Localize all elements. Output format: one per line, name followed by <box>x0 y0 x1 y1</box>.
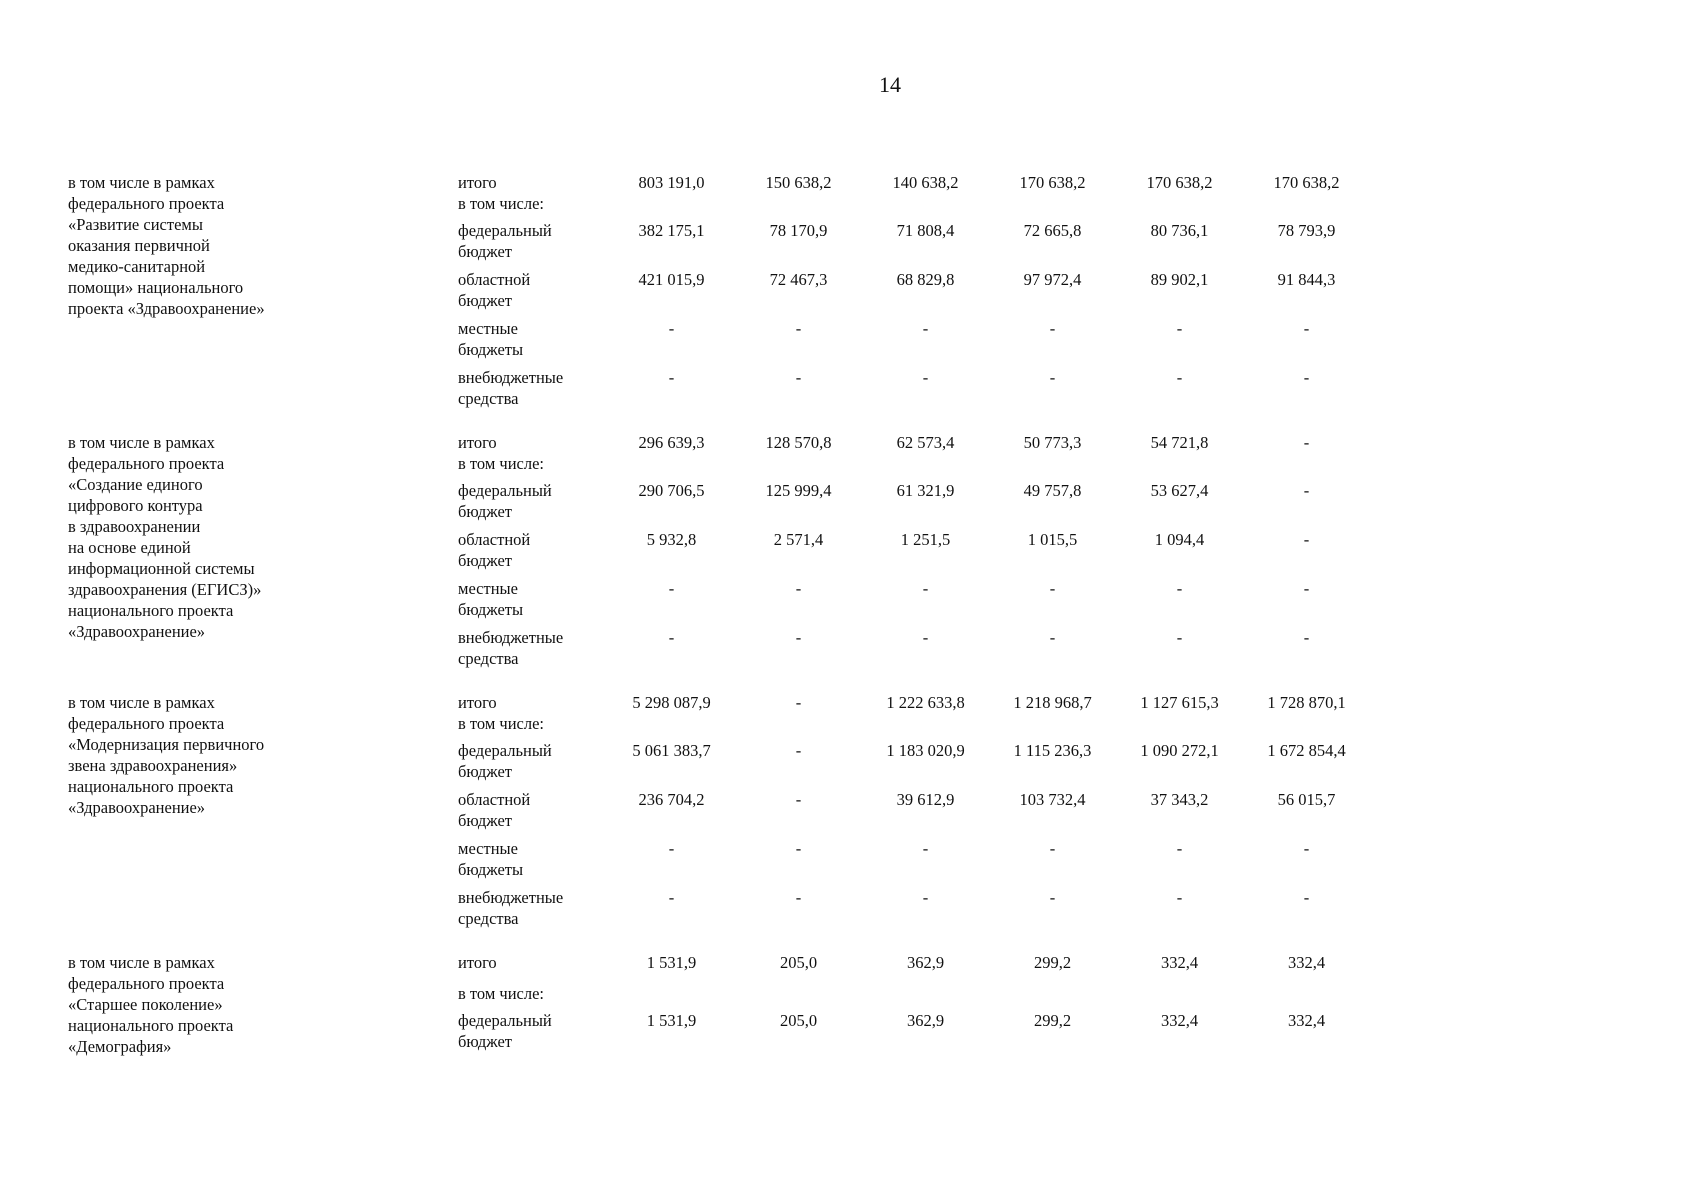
value-cell: 49 757,8 <box>1023 481 1082 500</box>
description-line: оказания первичной <box>68 236 210 255</box>
value-cell: 1 090 272,1 <box>1140 741 1219 760</box>
value-cell: 89 902,1 <box>1150 270 1209 289</box>
value-cell: - <box>922 579 929 598</box>
value-cell <box>1243 983 1370 1010</box>
value-cell: - <box>922 628 929 647</box>
value-cell: 62 573,4 <box>896 433 955 452</box>
value-cell: 61 321,9 <box>896 481 955 500</box>
value-cell: - <box>668 839 675 858</box>
value-cell: 236 704,2 <box>638 790 705 809</box>
value-cell: 1 672 854,4 <box>1267 741 1346 760</box>
value-cell: 68 829,8 <box>896 270 955 289</box>
section-gap <box>68 674 1370 692</box>
value-cell: - <box>795 628 802 647</box>
funding-source-label: федеральный бюджет <box>458 741 552 781</box>
value-cell: 128 570,8 <box>765 433 832 452</box>
value-cell <box>989 193 1116 220</box>
funding-source-label: областной бюджет <box>458 530 531 570</box>
table-row <box>68 692 1370 713</box>
value-cell: 1 222 633,8 <box>886 693 965 712</box>
value-cell: 150 638,2 <box>765 173 832 192</box>
value-cell: - <box>1303 839 1310 858</box>
value-cell: 205,0 <box>779 1011 818 1030</box>
value-cell: 1 115 236,3 <box>1013 741 1092 760</box>
value-cell <box>1243 193 1370 220</box>
description-line: национального проекта <box>68 601 234 620</box>
description-line: национального проекта <box>68 1016 234 1035</box>
value-cell: 37 343,2 <box>1150 790 1209 809</box>
value-cell: - <box>922 888 929 907</box>
value-cell: - <box>795 693 802 712</box>
value-cell <box>608 453 735 480</box>
value-cell: 5 932,8 <box>646 530 697 549</box>
value-cell: 1 218 968,7 <box>1013 693 1092 712</box>
value-cell: - <box>1049 368 1056 387</box>
value-cell: 53 627,4 <box>1150 481 1209 500</box>
funding-source-label: итого <box>458 433 497 452</box>
description-line: проекта «Здравоохранение» <box>68 299 265 318</box>
funding-source-label: внебюджетные средства <box>458 888 564 928</box>
funding-source-label: в том числе: <box>458 454 545 473</box>
value-cell: 1 015,5 <box>1027 530 1078 549</box>
value-cell: 296 639,3 <box>638 433 705 452</box>
value-cell <box>862 453 989 480</box>
value-cell <box>735 453 862 480</box>
value-cell: 1 094,4 <box>1154 530 1205 549</box>
value-cell: 91 844,3 <box>1277 270 1336 289</box>
funding-source-label: внебюджетные средства <box>458 628 564 668</box>
value-cell: 362,9 <box>906 953 945 972</box>
value-cell: 332,4 <box>1287 953 1326 972</box>
funding-source-label: в том числе: <box>458 194 545 213</box>
value-cell <box>1116 983 1243 1010</box>
value-cell: - <box>1049 579 1056 598</box>
value-cell <box>1243 713 1370 740</box>
funding-source-label: итого <box>458 693 497 712</box>
description-line: в том числе в рамках <box>68 693 215 712</box>
value-cell: - <box>1176 839 1183 858</box>
value-cell: - <box>668 888 675 907</box>
description-line: в том числе в рамках <box>68 433 215 452</box>
funding-source-label: внебюджетные средства <box>458 368 564 408</box>
value-cell: - <box>795 368 802 387</box>
description-line: федерального проекта <box>68 194 225 213</box>
value-cell <box>1116 453 1243 480</box>
value-cell: - <box>1049 319 1056 338</box>
value-cell: 1 127 615,3 <box>1140 693 1219 712</box>
section-gap <box>68 414 1370 432</box>
value-cell: 50 773,3 <box>1023 433 1082 452</box>
value-cell: - <box>922 839 929 858</box>
value-cell: - <box>1176 579 1183 598</box>
description-line: федерального проекта <box>68 974 225 993</box>
value-cell: 1 183 020,9 <box>886 741 965 760</box>
table-row <box>68 432 1370 453</box>
value-cell: - <box>795 888 802 907</box>
table-row <box>68 952 1370 983</box>
page-number: 14 <box>879 72 901 97</box>
funding-source-label: местные бюджеты <box>458 579 524 619</box>
value-cell: 170 638,2 <box>1146 173 1213 192</box>
description-line: информационной системы <box>68 559 255 578</box>
value-cell: - <box>1303 481 1310 500</box>
funding-source-label: федеральный бюджет <box>458 221 552 261</box>
value-cell: 78 170,9 <box>769 221 828 240</box>
value-cell: - <box>1176 888 1183 907</box>
funding-source-label: областной бюджет <box>458 270 531 310</box>
value-cell: - <box>668 319 675 338</box>
value-cell: 382 175,1 <box>638 221 705 240</box>
value-cell: 80 736,1 <box>1150 221 1209 240</box>
description-line: федерального проекта <box>68 714 225 733</box>
value-cell: 362,9 <box>906 1011 945 1030</box>
value-cell: 332,4 <box>1287 1011 1326 1030</box>
funding-source-label: итого <box>458 953 497 972</box>
value-cell <box>608 983 735 1010</box>
description-line: на основе единой <box>68 538 191 557</box>
value-cell: 54 721,8 <box>1150 433 1209 452</box>
description-line: «Модернизация первичного <box>68 735 265 754</box>
value-cell <box>1243 453 1370 480</box>
value-cell: 803 191,0 <box>638 173 705 192</box>
value-cell: 421 015,9 <box>638 270 705 289</box>
description-line: «Старшее поколение» <box>68 995 223 1014</box>
value-cell: 5 061 383,7 <box>632 741 711 760</box>
table-row <box>68 172 1370 193</box>
value-cell: - <box>1049 839 1056 858</box>
value-cell: 299,2 <box>1033 953 1072 972</box>
description-line: звена здравоохранения» <box>68 756 238 775</box>
value-cell <box>989 713 1116 740</box>
value-cell <box>862 193 989 220</box>
description-line: в здравоохранении <box>68 517 201 536</box>
funding-source-label: местные бюджеты <box>458 839 524 879</box>
funding-source-label: федеральный бюджет <box>458 481 552 521</box>
value-cell: - <box>1303 888 1310 907</box>
value-cell: 2 571,4 <box>773 530 824 549</box>
funding-source-label: в том числе: <box>458 984 545 1003</box>
value-cell: 78 793,9 <box>1277 221 1336 240</box>
value-cell: 72 665,8 <box>1023 221 1082 240</box>
value-cell <box>989 453 1116 480</box>
value-cell: 299,2 <box>1033 1011 1072 1030</box>
description-line: национального проекта <box>68 777 234 796</box>
value-cell: 5 298 087,9 <box>632 693 711 712</box>
value-cell: - <box>1049 888 1056 907</box>
description-line: медико-санитарной <box>68 257 206 276</box>
value-cell: 97 972,4 <box>1023 270 1082 289</box>
value-cell: - <box>795 741 802 760</box>
value-cell: 332,4 <box>1160 953 1199 972</box>
value-cell: 332,4 <box>1160 1011 1199 1030</box>
value-cell: 170 638,2 <box>1273 173 1340 192</box>
value-cell: - <box>668 579 675 598</box>
value-cell <box>608 713 735 740</box>
value-cell: - <box>668 368 675 387</box>
value-cell: - <box>668 628 675 647</box>
value-cell: 56 015,7 <box>1277 790 1336 809</box>
value-cell: 39 612,9 <box>896 790 955 809</box>
description-line: в том числе в рамках <box>68 173 215 192</box>
value-cell: 71 808,4 <box>896 221 955 240</box>
funding-source-label: областной бюджет <box>458 790 531 830</box>
description-line: «Создание единого <box>68 475 203 494</box>
description-line: «Демография» <box>68 1037 172 1056</box>
value-cell: - <box>1176 368 1183 387</box>
value-cell: 1 531,9 <box>646 953 697 972</box>
value-cell: 290 706,5 <box>638 481 705 500</box>
value-cell: - <box>1303 368 1310 387</box>
project-description <box>68 432 458 674</box>
description-line: помощи» национального <box>68 278 244 297</box>
description-line: цифрового контура <box>68 496 203 515</box>
value-cell <box>862 713 989 740</box>
value-cell <box>735 193 862 220</box>
value-cell: - <box>1303 433 1310 452</box>
value-cell: 1 251,5 <box>900 530 951 549</box>
funding-source-label: итого <box>458 173 497 192</box>
value-cell: 1 531,9 <box>646 1011 697 1030</box>
funding-source-label: в том числе: <box>458 714 545 733</box>
value-cell <box>1116 713 1243 740</box>
value-cell: - <box>1303 579 1310 598</box>
value-cell <box>735 713 862 740</box>
value-cell: 125 999,4 <box>765 481 832 500</box>
value-cell: - <box>1049 628 1056 647</box>
value-cell <box>1116 193 1243 220</box>
value-cell: - <box>1303 319 1310 338</box>
value-cell <box>735 983 862 1010</box>
value-cell: 205,0 <box>779 953 818 972</box>
funding-source-label: федеральный бюджет <box>458 1011 552 1051</box>
value-cell <box>862 983 989 1010</box>
value-cell <box>989 983 1116 1010</box>
funding-source-label: местные бюджеты <box>458 319 524 359</box>
project-description <box>68 692 458 934</box>
value-cell <box>608 193 735 220</box>
value-cell: 1 728 870,1 <box>1267 693 1346 712</box>
value-cell: - <box>795 790 802 809</box>
value-cell: - <box>795 319 802 338</box>
value-cell: 140 638,2 <box>892 173 959 192</box>
value-cell: - <box>795 839 802 858</box>
value-cell: - <box>922 319 929 338</box>
value-cell: - <box>795 579 802 598</box>
description-line: «Здравоохранение» <box>68 622 206 641</box>
value-cell: - <box>922 368 929 387</box>
value-cell: - <box>1303 628 1310 647</box>
value-cell: - <box>1303 530 1310 549</box>
description-line: здравоохранения (ЕГИСЗ)» <box>68 580 262 599</box>
description-line: в том числе в рамках <box>68 953 215 972</box>
project-description <box>68 952 458 1057</box>
value-cell: - <box>1176 319 1183 338</box>
value-cell: 170 638,2 <box>1019 173 1086 192</box>
description-line: федерального проекта <box>68 454 225 473</box>
value-cell: 103 732,4 <box>1019 790 1086 809</box>
section-gap <box>68 934 1370 952</box>
funding-table <box>68 172 1370 1057</box>
description-line: «Развитие системы <box>68 215 203 234</box>
value-cell: - <box>1176 628 1183 647</box>
project-description <box>68 172 458 414</box>
description-line: «Здравоохранение» <box>68 798 206 817</box>
value-cell: 72 467,3 <box>769 270 828 289</box>
